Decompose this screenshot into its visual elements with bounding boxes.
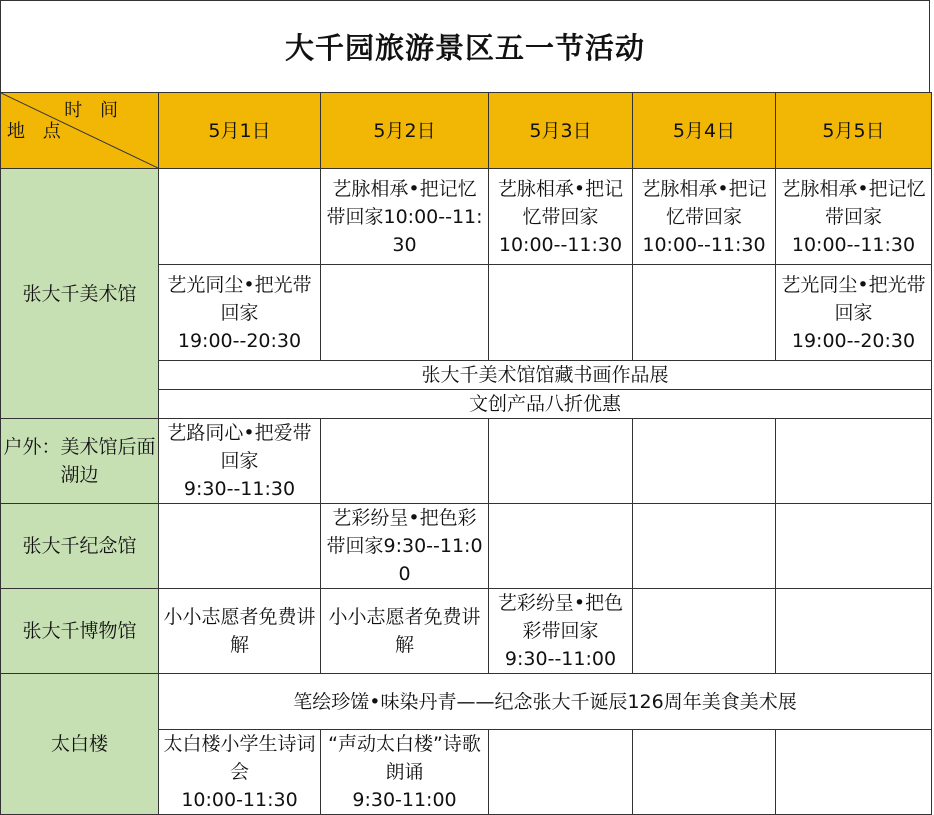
schedule-cell [489, 730, 633, 815]
event-title: 艺彩纷呈•把色彩带回家 [326, 507, 477, 557]
event-title: 艺光同尘•把光带回家 [167, 273, 312, 324]
event-time: 19:00--20:30 [791, 329, 916, 352]
location-museum: 张大千美术馆 [1, 169, 159, 419]
event-title: 艺光同尘•把光带回家 [781, 273, 926, 324]
schedule-cell [489, 504, 633, 589]
schedule-cell [776, 589, 932, 674]
date-header: 5月4日 [633, 93, 776, 169]
schedule-cell [159, 169, 321, 265]
date-header: 5月1日 [159, 93, 321, 169]
schedule-cell [633, 504, 776, 589]
event-time: 10:00-11:30 [181, 789, 298, 811]
date-header: 5月2日 [321, 93, 489, 169]
event-cell: 小小志愿者免费讲解 [321, 589, 489, 674]
event-title: 艺彩纷呈•把色彩带回家 [497, 592, 624, 642]
event-cell [321, 169, 489, 265]
event-cell: 小小志愿者免费讲解 [159, 589, 321, 674]
event-cell [321, 504, 489, 589]
schedule-cell [321, 419, 489, 504]
event-cell [633, 169, 776, 265]
event-cell [776, 265, 932, 361]
exhibition-banner: 张大千美术馆馆藏书画作品展 [159, 361, 932, 390]
event-time: 9:30-11:00 [352, 789, 457, 811]
date-header: 5月5日 [776, 93, 932, 169]
schedule-cell [633, 265, 776, 361]
event-cell [776, 169, 932, 265]
event-cell [321, 730, 489, 815]
event-time: 19:00--20:30 [177, 329, 302, 352]
corner-place-label: 地 点 [7, 121, 67, 142]
schedule-cell [633, 589, 776, 674]
corner-time-label: 时 间 [64, 100, 124, 121]
schedule-cell [776, 730, 932, 815]
event-title: “声动太白楼”诗歌朗诵 [328, 733, 481, 783]
date-header: 5月3日 [489, 93, 633, 169]
event-cell [159, 730, 321, 815]
location-bowuguan: 张大千博物馆 [1, 589, 159, 674]
event-time: 9:30--11:30 [183, 478, 296, 500]
event-title: 艺脉相承•把记忆带回家 [326, 177, 477, 228]
event-time: 10:00--11:30 [642, 233, 766, 256]
schedule-cell [776, 504, 932, 589]
schedule-cell [159, 504, 321, 589]
event-title: 艺脉相承•把记忆带回家 [641, 177, 767, 228]
event-time: 10:00--11:30 [791, 233, 916, 256]
location-outdoor: 户外：美术馆后面湖边 [1, 419, 159, 504]
event-time: 9:30--11:00 [383, 535, 483, 585]
event-cell [489, 589, 633, 674]
event-cell [489, 169, 633, 265]
schedule-cell [633, 419, 776, 504]
event-title: 艺脉相承•把记忆带回家 [497, 177, 624, 228]
event-time: 9:30--11:00 [504, 648, 617, 670]
event-title: 艺脉相承•把记忆带回家 [781, 177, 926, 228]
schedule-cell [776, 419, 932, 504]
location-taibai: 太白楼 [1, 674, 159, 815]
event-cell [159, 419, 321, 504]
schedule-cell [633, 730, 776, 815]
location-memorial: 张大千纪念馆 [1, 504, 159, 589]
discount-banner: 文创产品八折优惠 [159, 390, 932, 419]
schedule-table [0, 92, 932, 815]
event-title: 太白楼小学生诗词会 [163, 733, 316, 783]
event-cell [159, 265, 321, 361]
schedule-cell [489, 265, 633, 361]
event-time: 10:00--11:30 [383, 205, 483, 256]
page-title: 大千园旅游景区五一节活动 [0, 0, 930, 92]
event-time: 10:00--11:30 [498, 233, 623, 256]
schedule-cell [489, 419, 633, 504]
event-title: 艺路同心•把爱带回家 [167, 422, 312, 472]
food-exhibition-banner: 笔绘珍馐•味染丹青——纪念张大千诞辰126周年美食美术展 [159, 674, 932, 730]
schedule-cell [321, 265, 489, 361]
corner-header [1, 93, 159, 169]
